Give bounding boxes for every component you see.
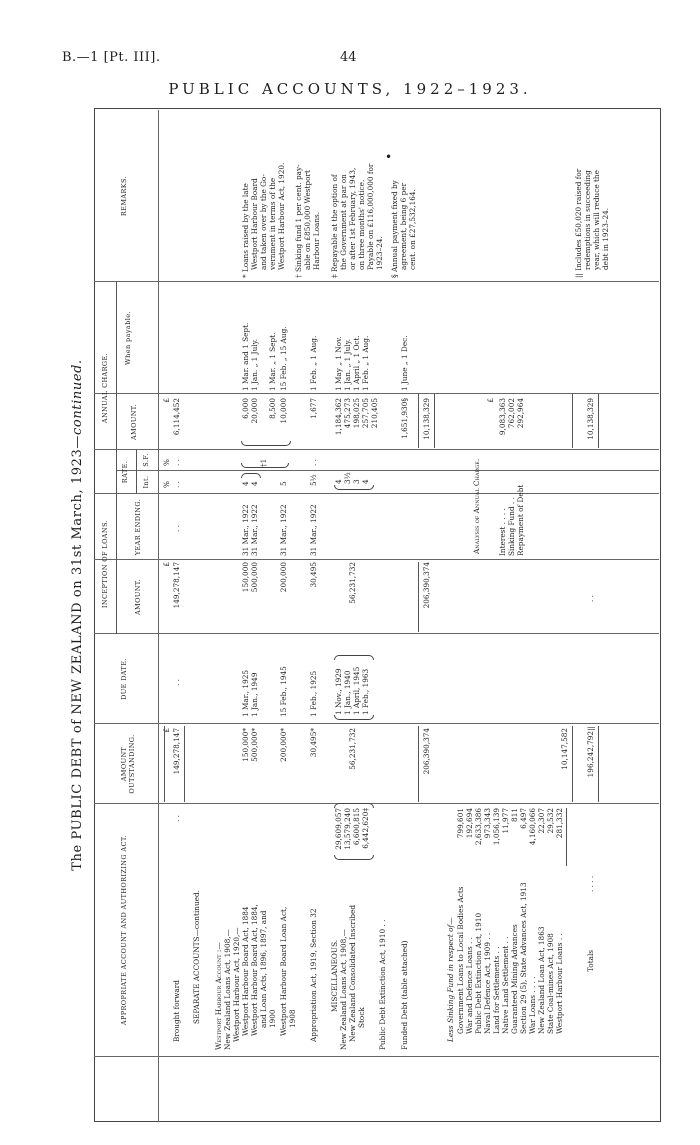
col-sf: S.F. bbox=[142, 453, 150, 467]
page-header: PUBLIC ACCOUNTS, 1922–1923. bbox=[168, 80, 532, 98]
col-inc-year: YEAR ENDING. bbox=[134, 498, 142, 556]
misc-heading: MISCELLANEOUS. bbox=[330, 939, 339, 1012]
less-sinking-fund-heading: Less Sinking Fund in respect of— bbox=[446, 917, 455, 1042]
col-annual: ANNUAL CHARGE. bbox=[101, 352, 109, 424]
table-title: The PUBLIC DEBT of NEW ZEALAND on 31st March, 1923—continued. bbox=[70, 359, 85, 871]
col-inc-amount: AMOUNT. bbox=[134, 578, 142, 616]
col-outstanding: AMOUNT OUTSTANDING. bbox=[120, 734, 136, 794]
col-ann-amount: AMOUNT. bbox=[130, 403, 138, 441]
westport-heading: Westport Harbour Account :— bbox=[214, 942, 223, 1050]
row-brought-forward: Brought forward bbox=[172, 980, 181, 1042]
page-reference: B.—1 [Pt. III]. bbox=[62, 50, 161, 65]
col-inception: INCEPTION OF LOANS. bbox=[101, 519, 109, 609]
public-debt-table: The PUBLIC DEBT of NEW ZEALAND on 31st March, 1923—continued. APPROPRIATE ACCOUNT AND AUTHORIZING ACT. AMOUNT OUTSTANDING. DUE DATE. INCEPTION OF LOANS. AMOUNT. YEAR ENDING. ANNUAL CHARGE. RATE. Int. S.F. AMOUNT. When payable. REMARKS. £ £ % % £ Brought forward . . 149,278,147 . . 149,278,147 . . . . . . 6,114,452 SEPARATE ACCOUNTS—continued. Westport Harbour Account :— New Zealand Loans Act, 1908,— Westport Harbour Act, 1920,— Westport Harbour Board Act, 1884 Westport Harbour Board Act, 1884, and Loan Acts, 1896, 1897, and 1900 Westport Harbour Board Loan Act, 1908 150,000* 500,000* 200,000* 1 Mar., 1925 1 Jan., 1949 15 Feb., 1945 150,000 500,000 200,000 31 Mar., 1922 31 Mar., 1922 31 Mar., 1922 4 4 5 †1 6,000 20,000 8,500 10,000 1 Mar. and 1 Sept. 1 Jan. „ 1 July. 1 Mar. „ 1 Sept. 15 Feb. „ 15 Aug. Appropriation Act, 1919, Section 32 30,495* 1 Feb., 1925 30,495 31 Mar., 1922 5½ . . 1,677 1 Feb. „ 1 Aug. MISCELLANEOUS. New Zealand Loans Act, 1908,— New Zealand Consolidated Inscribed Stock 29,609,057 13,579,240 6,600,815 6,442,620‡ 56,231,732 1 Nov., 1929 1 Jan., 1940 1 April, 1945 1 Feb., 1963 56,231,732 4 3½ 3 4 1,184,362 475,273 198,025 257,705 1 May „ 1 Nov. 1 Jan. „ 1 July. 1 April „ 1 Oct. 1 Feb. „ 1 Aug. Public Debt Extinction Act, 1910 . . 210,405 Funded Debt (table attached) 1,651,930§ 1 June „ 1 Dec. 206,390,374 206,390,374 10,138,329 Less Sinking Fund in respect of— Government Loans to Local Bodies Acts 799,601 War and Defence Loans . . 192,694 Public Debt Extinction Act, 1910 2,633,386 Naval Defence Act, 1909 . . 973,343 Land for Settlements . . 1,056,139 Native Land Settlement . . 11,977 Guaranteed Mining Advances 811 Section 29 (5), State Advances Act, 1913 6,497 War Loans . . . . 4,160,066 New Zealand Loan Act, 1863 22,307 State Coal-mines Act, 1908 29,532 Westport Harbour Loans . . 281,332 10,147,582 Analysis of Annual Charge. £ Interest . . . . 9,083,363 Sinking Fund . . 762,002 Repayment of Debt 292,964 Totals . . . . 196,242,792|| . . 10,138,329 * Loans raised by the late Westport Harbour Board and taken over by the Go- vernment in terms of the Westport Harbour Act, 1920. † Sinking fund 1 per cent. pay- able on £850,000 Westport Harbour Loans. ‡ Repayable at the option of the Government at par on or after 1st February, 1943, on three months' notice. Payable on £116,000,000 for 1923–24. § Annual payment fixed by agreement, being 6 per cent. on £27,532,164. || Includes £50,020 raised for redemptions in succeeding year, which will reduce the debt in 1923–24. bbox=[94, 108, 661, 1122]
row-funded-debt: Funded Debt (table attached) bbox=[400, 940, 409, 1050]
page-number: 44 bbox=[340, 50, 357, 65]
col-due: DUE DATE. bbox=[120, 658, 128, 700]
row-public-debt-extinction: Public Debt Extinction Act, 1910 . . bbox=[378, 919, 387, 1050]
printer-dot: • bbox=[385, 150, 393, 164]
col-account: APPROPRIATE ACCOUNT AND AUTHORIZING ACT. bbox=[120, 834, 128, 1026]
row-totals: Totals bbox=[586, 949, 595, 972]
col-remarks: REMARKS. bbox=[120, 175, 128, 217]
row-appropriation-act: Appropriation Act, 1919, Section 32 bbox=[309, 908, 318, 1042]
col-rate: RATE. bbox=[121, 460, 129, 484]
col-int: Int. bbox=[142, 475, 150, 489]
col-when: When payable. bbox=[124, 311, 132, 365]
section-separate-accounts: SEPARATE ACCOUNTS—continued. bbox=[192, 890, 201, 1024]
analysis-heading: Analysis of Annual Charge. bbox=[472, 458, 481, 554]
